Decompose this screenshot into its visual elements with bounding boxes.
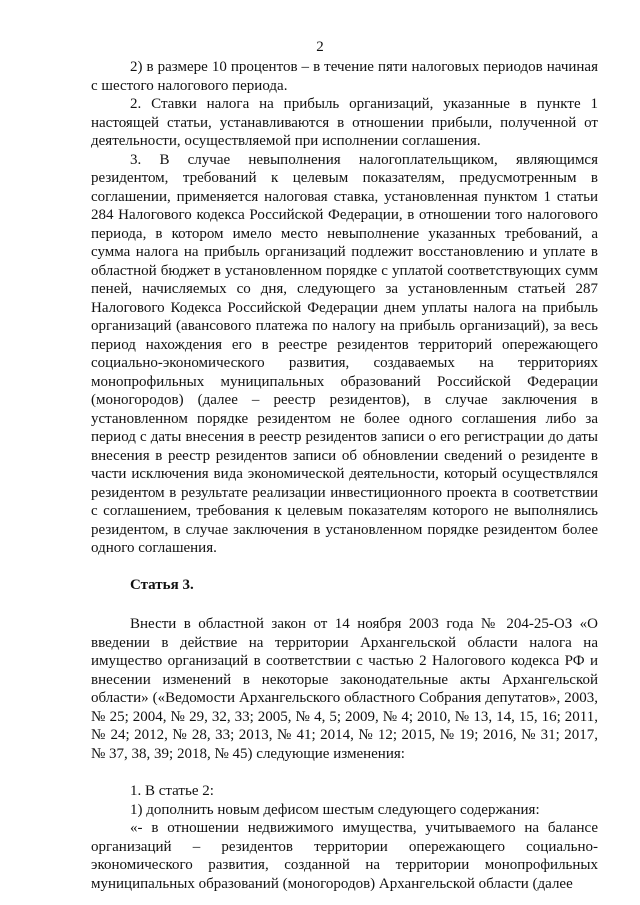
paragraph-amendment-intro: Внести в областной закон от 14 ноября 2003 года № 204-25-ОЗ «О введении в действие на территории Архангельской области налога на имущество организаций в соответствии с частью 2 Налогового кодекса РФ и внесении изменений в некоторые законодательные акты Архангельской области» («Ведомости Архангельского областного Собрания депутатов», 2003, № 25; 2004, № 29, 32, 33; 2005, № 4, 5; 2009, № 4; 2010, № 13, 14, 15, 16; 2011, № 24; 2012, № 28, 33; 2013, № 41; 2014, № 12; 2015, № 19; 2016, № 31; 2017, № 37, 38, 39; 2018, № 45) следующие изменения: xyxy=(91,616,598,762)
paragraph-article-2-heading: 1. В статье 2: xyxy=(130,783,214,799)
paragraph-item-2: 2. Ставки налога на прибыль организаций, указанные в пункте 1 настоящей статьи, устанавливаются в отношении прибыли, полученной от деятельности, осуществляемой при исполнении соглашения. xyxy=(91,96,598,149)
paragraph-subitem-1: 1) дополнить новым дефисом шестым следующего содержания: xyxy=(130,801,540,818)
paragraph-quoted-text: «- в отношении недвижимого имущества, учитываемого на балансе организаций – резидентов территории опережающего социально-экономического развития, созданной на территории монопрофильных муниципальных образований (моногородов) Архангельской области (далее xyxy=(91,820,598,892)
paragraph-item-3: 3. В случае невыполнения налогоплательщиком, являющимся резидентом, требований к целевым показателям, предусмотренным в соглашении, применяется налоговая ставка, установленная пунктом 1 статьи 284 Налогового кодекса Российской Федерации, в отношении того налогового периода, в котором имело место невыполнение указанных требований, а сумма налога на прибыль организаций подлежит восстановлению и уплате в областной бюджет в установленном порядке с уплатой соответствующих сумм пеней, начисляемых со дня, следующего за установленным статьей 287 Налогового Кодекса Российской Федерации днем уплаты налога на прибыль организаций (авансового платежа по налогу на прибыль организаций), за весь период нахождения его в реестре резидентов территорий опережающего социально-экономического развития, создаваемых на территориях монопрофильных муниципальных образований Российской Федерации (моногородов) (далее – реестр резидентов), в случае заключения в установленном порядке резидентом не более одного соглашения либо за период с даты внесения в реестр резидентов записи о его регистрации до даты внесения в реестр резидентов записи об обновлении сведений о резиденте в части исключения вида экономической деятельности, который осуществлялся резидентом в результате реализации инвестиционного проекта в соответствии с соглашением, требования к целевым показателям которого не выполнялись резидентом, в случае заключения в установленном порядке резидентом более одного соглашения. xyxy=(91,151,598,556)
page-number: 2 xyxy=(316,39,324,55)
paragraph-subitem-2: 2) в размере 10 процентов – в течение пяти налоговых периодов начиная с шестого налогового периода. xyxy=(91,59,598,94)
document-body xyxy=(91,58,598,893)
article-heading: Статья 3. xyxy=(130,576,194,593)
